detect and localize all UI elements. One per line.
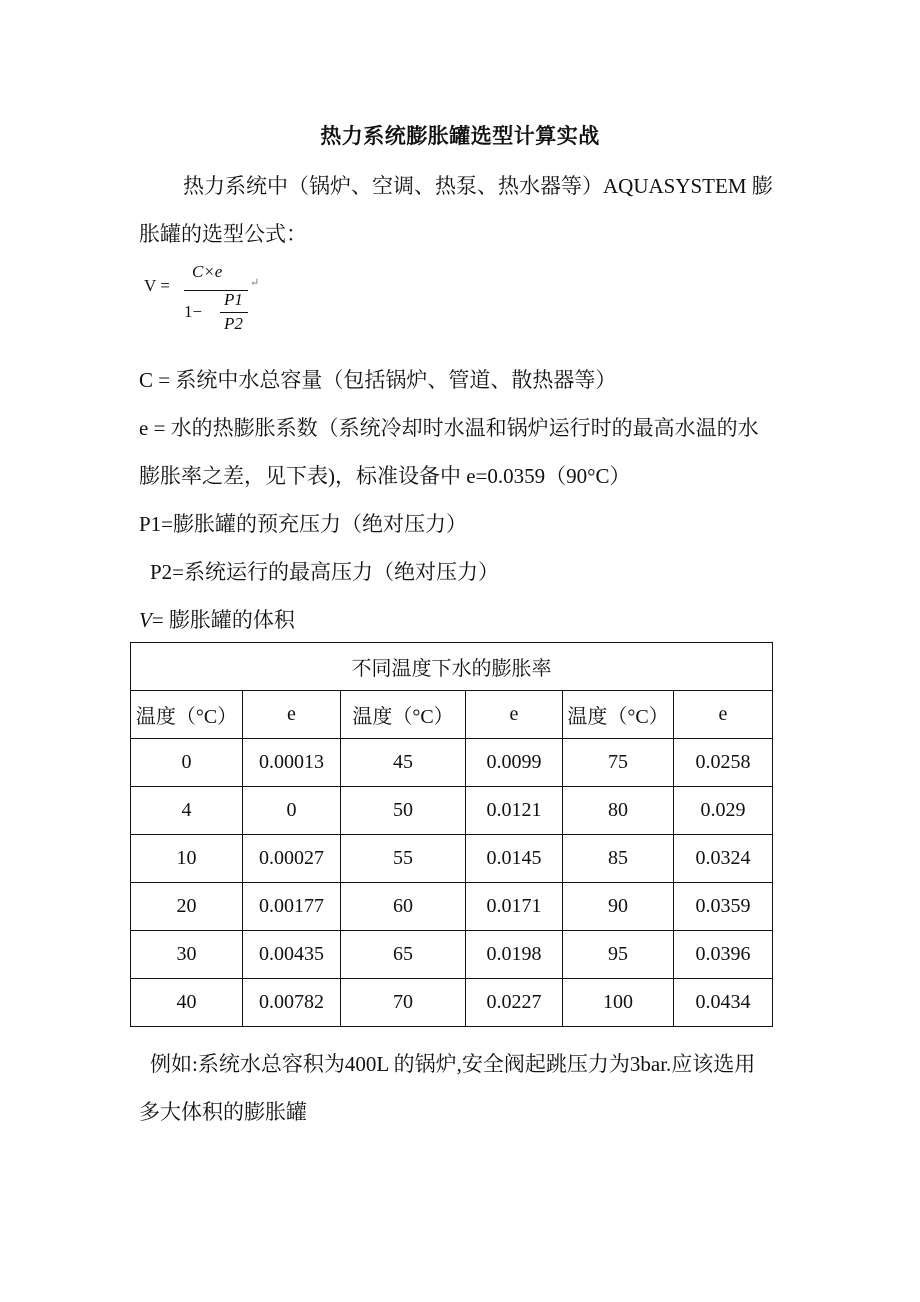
table-caption-row bbox=[131, 643, 773, 691]
header-cell: e bbox=[466, 691, 563, 739]
table-cell: 50 bbox=[341, 787, 466, 835]
table-cell: 0.00435 bbox=[243, 931, 341, 979]
table-row bbox=[131, 787, 773, 835]
table-cell: 10 bbox=[131, 835, 243, 883]
table-cell: 75 bbox=[563, 739, 674, 787]
table-cell: 0.00013 bbox=[243, 739, 341, 787]
table-cell: 0.0198 bbox=[466, 931, 563, 979]
table-cell: 0.0359 bbox=[674, 883, 773, 931]
table-cell: 30 bbox=[131, 931, 243, 979]
table-cell: 0.0258 bbox=[674, 739, 773, 787]
formula-lhs: V = bbox=[144, 276, 170, 295]
formula-image bbox=[140, 258, 280, 342]
definition-p1: P1=膨胀罐的预充压力（绝对压力） bbox=[139, 512, 468, 536]
formula-one-minus: 1− bbox=[184, 302, 203, 321]
table-cell: 0.00027 bbox=[243, 835, 341, 883]
page-title: 热力系统膨胀罐选型计算实战 bbox=[320, 124, 600, 148]
return-mark-icon: ↵ bbox=[250, 277, 260, 289]
header-cell: e bbox=[243, 691, 341, 739]
table-cell: 100 bbox=[563, 979, 674, 1027]
table-row bbox=[131, 931, 773, 979]
v-symbol: V bbox=[139, 608, 152, 632]
table-cell: 0.029 bbox=[674, 787, 773, 835]
table-row bbox=[131, 979, 773, 1027]
fraction-bar-inner bbox=[220, 312, 248, 313]
example-line-2: 多大体积的膨胀罐 bbox=[139, 1100, 307, 1124]
table-cell: 0 bbox=[131, 739, 243, 787]
header-cell: 温度（°C） bbox=[131, 691, 243, 739]
table-row bbox=[131, 883, 773, 931]
table-cell: 45 bbox=[341, 739, 466, 787]
table-cell: 65 bbox=[341, 931, 466, 979]
header-cell: 温度（°C） bbox=[341, 691, 466, 739]
definition-e-line-1: e = 水的热膨胀系数（系统冷却时水温和锅炉运行时的最高水温的水 bbox=[139, 416, 759, 440]
formula-p2: P2 bbox=[224, 314, 243, 333]
table-row bbox=[131, 835, 773, 883]
example-line-1: 例如:系统水总容积为400L 的锅炉,安全阀起跳压力为3bar.应该选用 bbox=[150, 1052, 756, 1076]
table-caption: 不同温度下水的膨胀率 bbox=[131, 643, 773, 691]
table-cell: 0.0145 bbox=[466, 835, 563, 883]
definition-e-line-2: 膨胀率之差，见下表)，标准设备中 e=0.0359（90°C） bbox=[139, 464, 631, 488]
definition-v bbox=[139, 606, 295, 634]
formula-numerator: C×e bbox=[192, 262, 223, 281]
table-cell: 60 bbox=[341, 883, 466, 931]
table-cell: 0.0324 bbox=[674, 835, 773, 883]
table-cell: 0.0121 bbox=[466, 787, 563, 835]
definition-c: C = 系统中水总容量（包括锅炉、管道、散热器等） bbox=[139, 368, 617, 392]
table-cell: 0 bbox=[243, 787, 341, 835]
header-cell: 温度（°C） bbox=[563, 691, 674, 739]
v-text: = 膨胀罐的体积 bbox=[151, 608, 295, 632]
table-cell: 20 bbox=[131, 883, 243, 931]
formula-p1: P1 bbox=[224, 290, 243, 309]
table-cell: 55 bbox=[341, 835, 466, 883]
table-header-row bbox=[131, 691, 773, 739]
table-cell: 0.0434 bbox=[674, 979, 773, 1027]
intro-line-2: 胀罐的选型公式： bbox=[139, 222, 307, 246]
definition-p2: P2=系统运行的最高压力（绝对压力） bbox=[150, 560, 500, 584]
table-cell: 90 bbox=[563, 883, 674, 931]
table-cell: 95 bbox=[563, 931, 674, 979]
table-cell: 40 bbox=[131, 979, 243, 1027]
intro-line-1: 热力系统中（锅炉、空调、热泵、热水器等）AQUASYSTEM 膨 bbox=[183, 174, 773, 198]
table-cell: 70 bbox=[341, 979, 466, 1027]
table-cell: 0.00782 bbox=[243, 979, 341, 1027]
table-cell: 0.00177 bbox=[243, 883, 341, 931]
table-cell: 0.0171 bbox=[466, 883, 563, 931]
table-cell: 85 bbox=[563, 835, 674, 883]
table-cell: 0.0396 bbox=[674, 931, 773, 979]
table-cell: 4 bbox=[131, 787, 243, 835]
header-cell: e bbox=[674, 691, 773, 739]
table-cell: 0.0099 bbox=[466, 739, 563, 787]
expansion-rate-table bbox=[130, 642, 773, 1027]
table-cell: 0.0227 bbox=[466, 979, 563, 1027]
table-row bbox=[131, 739, 773, 787]
table-cell: 80 bbox=[563, 787, 674, 835]
